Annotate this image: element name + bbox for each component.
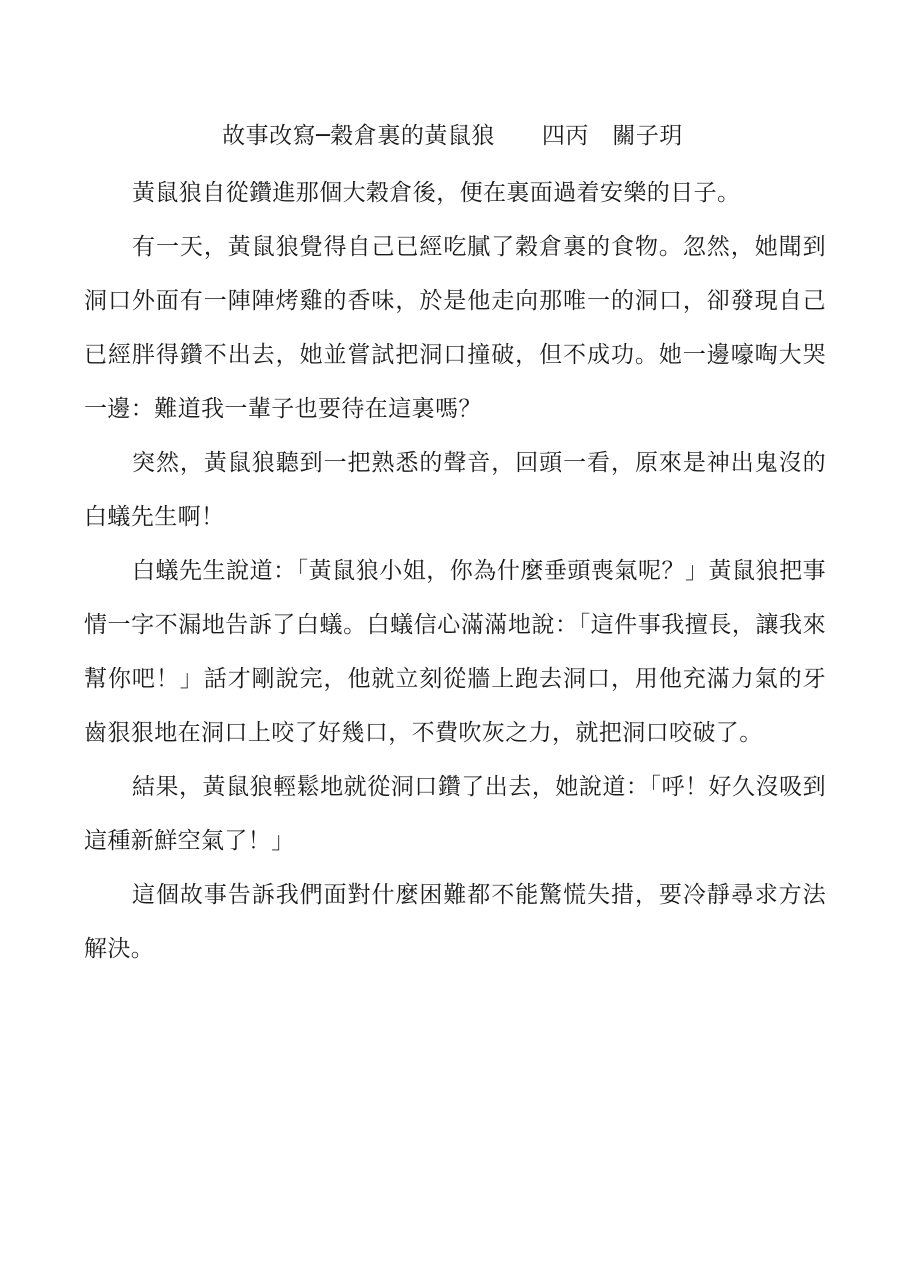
paragraph-1: 黃鼠狼自從鑽進那個大穀倉後，便在裏面過着安樂的日子。 — [132, 180, 741, 206]
paragraph-3: 突然，黃鼠狼聽到一把熟悉的聲音，回頭一看，原來是神出鬼沒的白蟻先生啊！ — [84, 450, 826, 530]
paragraph-6: 這個故事告訴我們面對什麼困難都不能驚慌失措，要冷靜尋求方法解決。 — [84, 882, 826, 962]
document-title: 故事改寫─穀倉裏的黃鼠狼 四丙 關子玥 — [222, 123, 683, 149]
paragraph-5: 結果，黃鼠狼輕鬆地就從洞口鑽了出去，她說道：「呼！好久沒吸到這種新鮮空氣了！」 — [84, 774, 826, 854]
paragraph-2: 有一天，黃鼠狼覺得自己已經吃膩了穀倉裏的食物。忽然，她聞到洞口外面有一陣陣烤雞的香味，於是他走向那唯一的洞口，卻發現自己已經胖得鑽不出去，她並嘗試把洞口撞破，但不成功。她一邊嚎啕大哭一邊：難道我一輩子也要待在這裏嗎？ — [84, 234, 826, 422]
paragraph-4: 白蟻先生說道：「黃鼠狼小姐，你為什麼垂頭喪氣呢？」黃鼠狼把事情一字不漏地告訴了白蟻。白蟻信心滿滿地說：「這件事我擅長，讓我來幫你吧！」話才剛說完，他就立刻從牆上跑去洞口，用他充滿力氣的牙齒狠狠地在洞口上咬了好幾口，不費吹灰之力，就把洞口咬破了。 — [84, 558, 826, 746]
document-body — [84, 166, 826, 976]
